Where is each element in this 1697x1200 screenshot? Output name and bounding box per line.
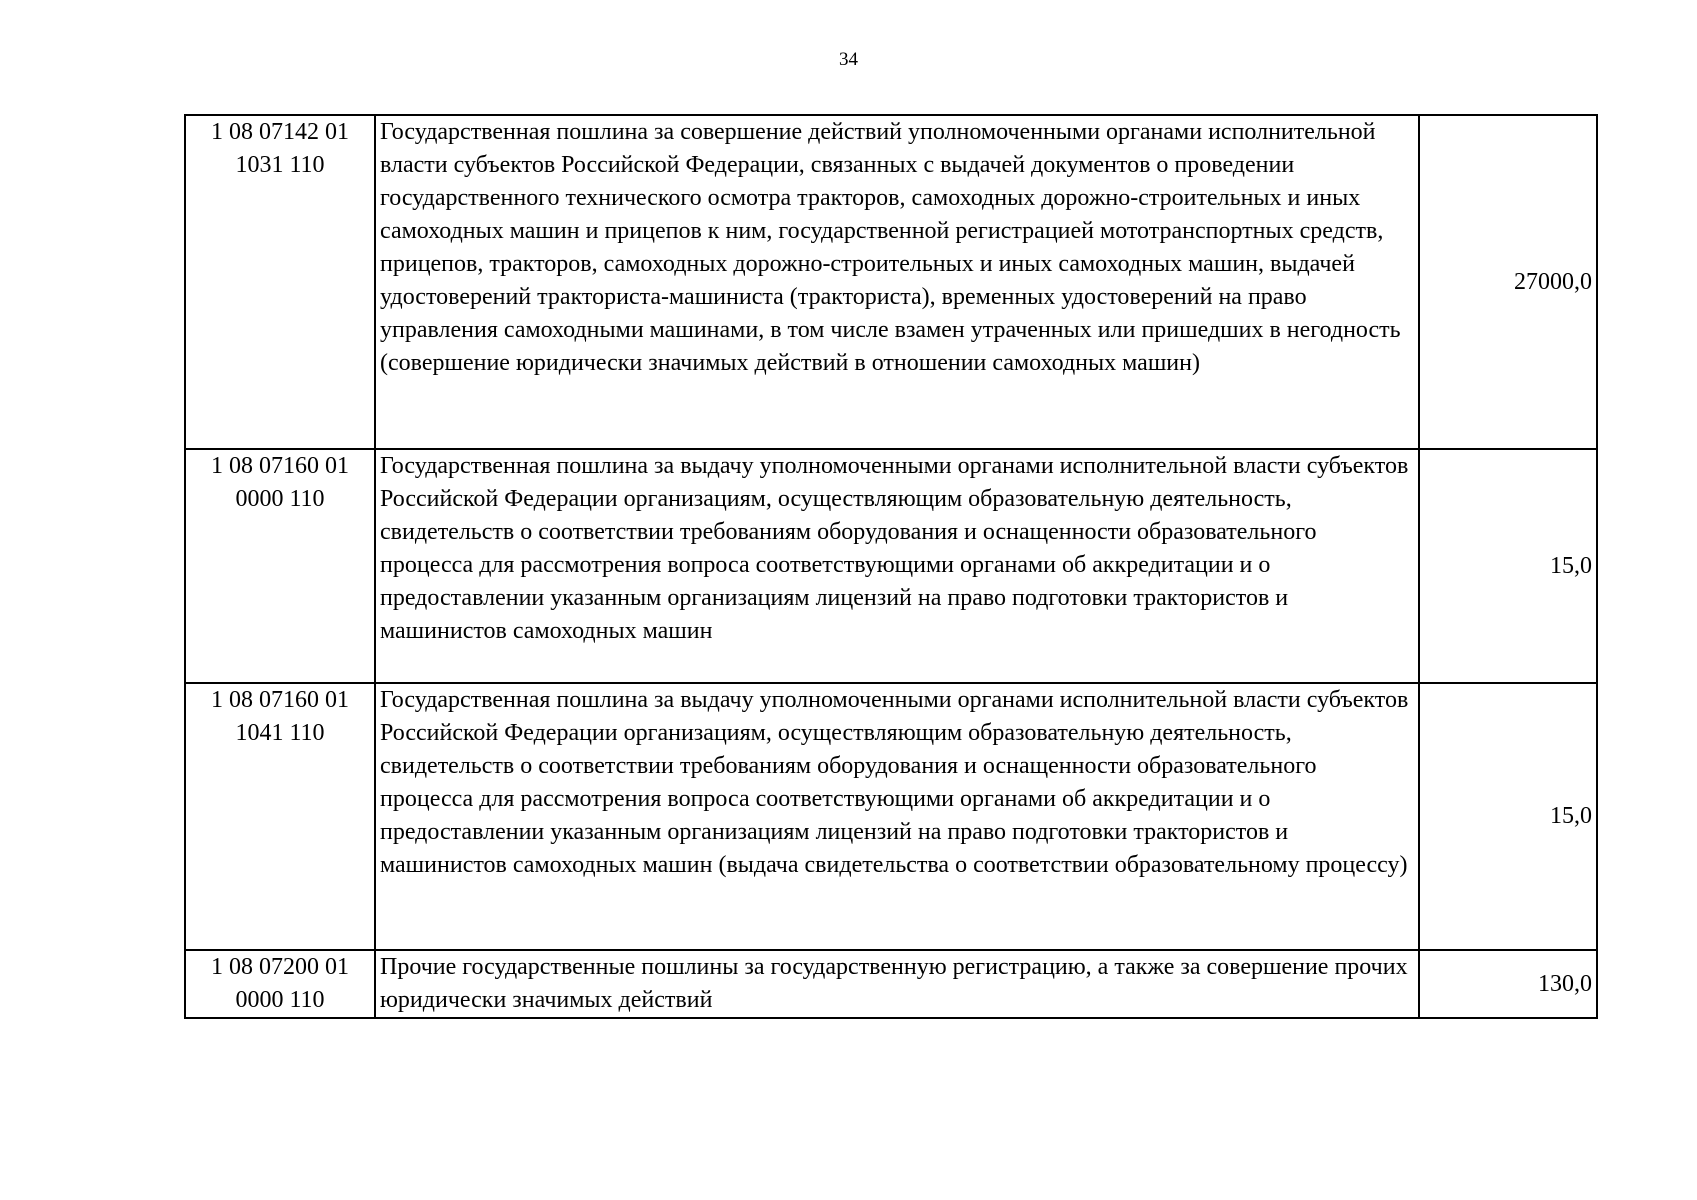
budget-code-line: 1031 110: [235, 152, 325, 178]
budget-code-line: 1041 110: [235, 720, 325, 746]
table-row: [185, 449, 1597, 683]
budget-code-cell: [185, 683, 375, 950]
description-cell: Государственная пошлина за выдачу уполномоченными органами исполнительной власти субъектов Российской Федерации организациям, осуществляющим образовательную деятельность, свидетельств о соответствии требованиям оборудования и оснащенности образовательного процесса для рассмотрения вопроса соответствующими органами об аккредитации и о предоставлении указанным организациям лицензий на право подготовки трактористов и машинистов самоходных машин: [375, 449, 1419, 683]
budget-code-line: 1 08 07160 01: [211, 453, 349, 479]
table-row: [185, 683, 1597, 950]
budget-code-cell: [185, 950, 375, 1018]
description-cell: Государственная пошлина за выдачу уполномоченными органами исполнительной власти субъектов Российской Федерации организациям, осуществляющим образовательную деятельность, свидетельств о соответствии требованиям оборудования и оснащенности образовательного процесса для рассмотрения вопроса соответствующими органами об аккредитации и о предоставлении указанным организациям лицензий на право подготовки трактористов и машинистов самоходных машин (выдача свидетельства о соответствии образовательному процессу): [375, 683, 1419, 950]
budget-code-line: 1 08 07160 01: [211, 687, 349, 713]
budget-code-cell: [185, 449, 375, 683]
amount-cell: 15,0: [1419, 683, 1597, 950]
amount-cell: 27000,0: [1419, 115, 1597, 449]
budget-code-cell: [185, 115, 375, 449]
budget-code-line: 0000 110: [235, 987, 325, 1013]
description-cell: Государственная пошлина за совершение действий уполномоченными органами исполнительной власти субъектов Российской Федерации, связанных с выдачей документов о проведении государственного технического осмотра тракторов, самоходных дорожно-строительных и иных самоходных машин и прицепов к ним, государственной регистрацией мототранспортных средств, прицепов, тракторов, самоходных дорожно-строительных и иных самоходных машин, выдачей удостоверений тракториста-машиниста (тракториста), временных удостоверений на право управления самоходными машинами, в том числе взамен утраченных или пришедших в негодность (совершение юридически значимых действий в отношении самоходных машин): [375, 115, 1419, 449]
amount-cell: 130,0: [1419, 950, 1597, 1018]
table-row: [185, 950, 1597, 1018]
table-row: [185, 115, 1597, 449]
table-body: [185, 115, 1597, 1018]
page-number: 34: [839, 49, 858, 70]
budget-code-line: 1 08 07142 01: [211, 119, 349, 145]
budget-code-line: 1 08 07200 01: [211, 954, 349, 980]
amount-cell: 15,0: [1419, 449, 1597, 683]
budget-revenue-table: [184, 114, 1598, 1019]
budget-code-line: 0000 110: [235, 486, 325, 512]
description-cell: Прочие государственные пошлины за государственную регистрацию, а также за совершение прочих юридически значимых действий: [375, 950, 1419, 1018]
